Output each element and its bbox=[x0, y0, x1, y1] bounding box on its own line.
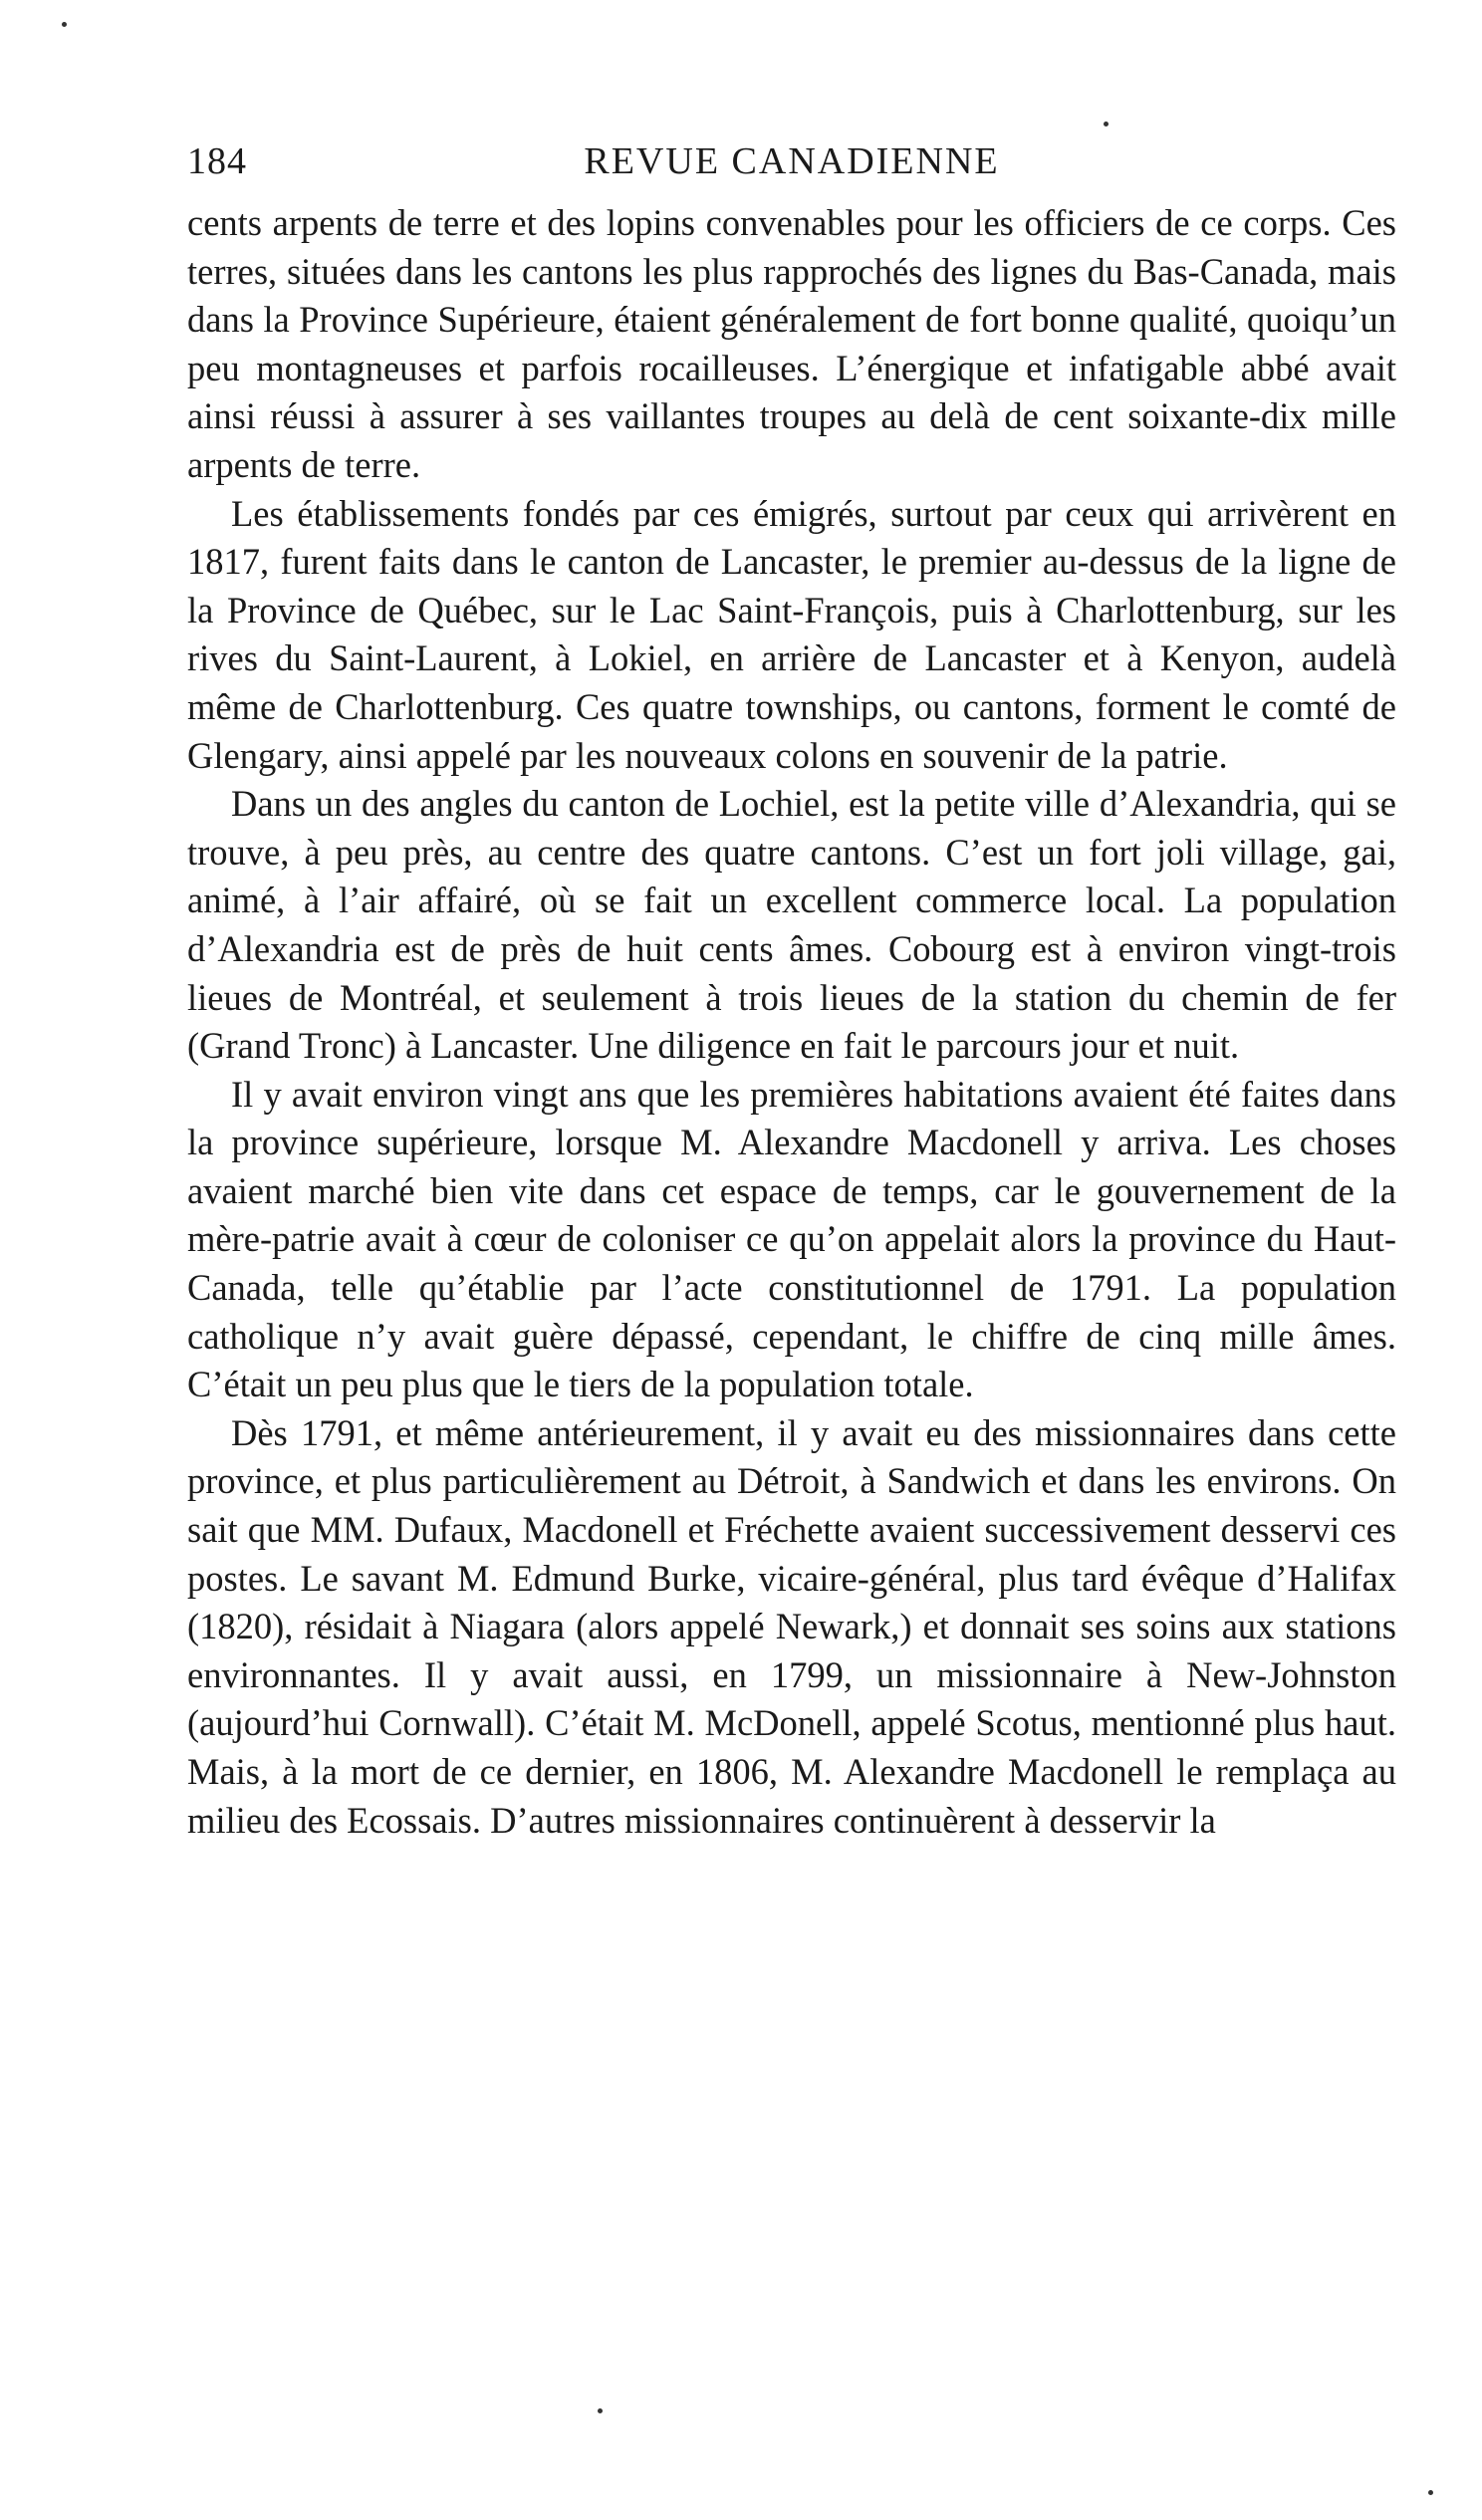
page-number: 184 bbox=[187, 140, 247, 182]
paragraph-4: Il y avait environ vingt ans que les premières habitations avaient été faites dans la province supérieure, lorsque M. Alexandre Macdonell y arriva. Les choses avaient marché bien vite dans cet espace de temps, car le gouvernement de la mère-patrie avait à cœur de coloniser ce qu’on appelait alors la province du Haut-Canada, telle qu’établie par l’acte constitutionnel de 1791. La population catholique n’y avait guère dépassé, cependant, le chiffre de cinq mille âmes. C’était un peu plus que le tiers de la population totale. bbox=[187, 1073, 1396, 1405]
running-header bbox=[187, 139, 1396, 199]
ink-speck bbox=[62, 22, 67, 27]
body-text bbox=[187, 199, 1396, 1845]
ink-speck bbox=[1428, 2490, 1433, 2495]
paragraph-1: cents arpents de terre et des lopins convenables pour les officiers de ce corps. Ces terres, situées dans les cantons les plus rapprochés des lignes du Bas-Canada, mais dans la Province Supérieure, étaient généralement de fort bonne qualité, quoiqu’un peu montagneuses et parfois rocailleuses. L’énergique et infatigable abbé avait ainsi réussi à assurer à ses vaillantes troupes au delà de cent soixante-dix mille arpents de terre. bbox=[187, 202, 1396, 485]
paragraph-2: Les établissements fondés par ces émigrés, surtout par ceux qui arrivèrent en 1817, furent faits dans le canton de Lancaster, le premier au-dessus de la ligne de la Province de Québec, sur le Lac Saint-François, puis à Charlottenburg, sur les rives du Saint-Laurent, à Lokiel, en arrière de Lancaster et à Kenyon, audelà même de Charlottenburg. Ces quatre townships, ou cantons, forment le comté de Glengary, ainsi appelé par les nouveaux colons en souvenir de la patrie. bbox=[187, 492, 1396, 776]
paragraph-3: Dans un des angles du canton de Lochiel, est la petite ville d’Alexandria, qui se trouve, à peu près, au centre des quatre cantons. C’est un fort joli village, gai, animé, à l’air affairé, où se fait un excellent commerce local. La population d’Alexandria est de près de huit cents âmes. Cobourg est à environ vingt-trois lieues de Montréal, et seulement à trois lieues de la station du chemin de fer (Grand Tronc) à Lancaster. Une diligence en fait le parcours jour et nuit. bbox=[187, 783, 1396, 1067]
book-page bbox=[187, 139, 1396, 1845]
ink-speck bbox=[1104, 122, 1109, 126]
paragraph-5: Dès 1791, et même antérieurement, il y avait eu des missionnaires dans cette province, et plus particulièrement au Détroit, à Sandwich et dans les environs. On sait que MM. Dufaux, Macdonell et Fréchette avaient successivement desservi ces postes. Le savant M. Edmund Burke, vicaire-général, plus tard évêque d’Halifax (1820), résidait à Niagara (alors appelé Newark,) et donnait ses soins aux stations environnantes. Il y avait aussi, en 1799, un missionnaire à New-Johnston (aujourd’hui Cornwall). C’était M. McDonell, appelé Scotus, mentionné plus haut. Mais, à la mort de ce dernier, en 1806, M. Alexandre Macdonell le remplaça au milieu des Ecossais. D’autres missionnaires continuèrent à desservir la bbox=[187, 1411, 1396, 1841]
running-title: REVUE CANADIENNE bbox=[584, 140, 1000, 182]
ink-speck bbox=[598, 2408, 603, 2413]
